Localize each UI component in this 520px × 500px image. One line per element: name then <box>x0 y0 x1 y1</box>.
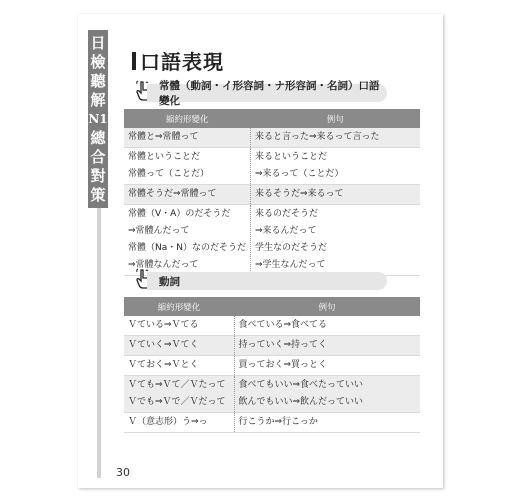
contraction-cell <box>124 148 250 185</box>
table-row <box>124 356 420 376</box>
example-cell <box>234 316 420 336</box>
contraction-text: 常體（V・A）のだそうだ <box>128 209 231 219</box>
example-text: 来るそうだ⇒来るって <box>254 189 344 199</box>
contraction-cell <box>124 128 250 148</box>
contraction-cell <box>124 185 250 205</box>
contraction-text: 常體って（ことだ） <box>128 169 210 179</box>
plain-form-table <box>124 109 420 276</box>
title-marker <box>132 52 136 70</box>
page-number: 30 <box>116 466 130 479</box>
table-row <box>124 128 420 148</box>
page-title: 口語表現 <box>140 50 224 74</box>
contraction-text: 常體そうだ⇒常體って <box>128 189 217 199</box>
col-header-example: 例句 <box>250 109 420 128</box>
table-row <box>124 413 420 433</box>
side-tab-char: N1 <box>88 112 108 126</box>
table-header-row <box>124 297 420 316</box>
side-tab-char: 檢 <box>90 53 106 71</box>
contraction-text: Ｖている⇒Ｖてる <box>128 320 199 330</box>
example-cell <box>250 128 420 148</box>
contraction-text: 常體と⇒常體って <box>128 132 199 142</box>
contraction-cell <box>124 413 234 433</box>
table-row <box>124 336 420 356</box>
example-cell <box>250 185 420 205</box>
table-row <box>124 205 420 276</box>
example-text: 飲んでもいい⇒飲んだっていい <box>238 397 364 407</box>
contraction-cell <box>124 316 234 336</box>
example-cell <box>250 148 420 185</box>
side-tab-char: 解 <box>90 91 106 109</box>
section-header-verbs: 動詞 <box>147 272 387 290</box>
col-header-contraction: 縮約形變化 <box>124 297 234 316</box>
example-cell <box>234 376 420 413</box>
example-text: 来るのだそうだ <box>254 209 318 219</box>
example-text: ⇒学生なんだって <box>254 260 326 270</box>
example-cell <box>234 413 420 433</box>
side-tab-char: 日 <box>90 34 106 52</box>
contraction-text: Ｖでも⇒Ｖで／Ｖだって <box>128 397 226 407</box>
contraction-text: 常體（Na・N）なのだそうだ <box>128 243 246 253</box>
table-header-row <box>124 109 420 128</box>
side-tab-char: 聽 <box>90 72 106 90</box>
example-text: 行こうか⇒行こっか <box>238 417 318 427</box>
col-header-contraction: 縮約形變化 <box>124 109 250 128</box>
table-row <box>124 376 420 413</box>
example-text: 来るということだ <box>254 152 327 162</box>
example-text: ⇒来るって（ことだ） <box>254 169 344 179</box>
side-tab-char: 合 <box>90 148 106 166</box>
contraction-cell <box>124 356 234 376</box>
example-text: 学生なのだそうだ <box>254 243 327 253</box>
side-tab-char: 策 <box>90 186 106 204</box>
example-text: 持っていく⇒持ってく <box>238 340 328 350</box>
contraction-text: ⇒常體なんだって <box>128 260 199 270</box>
example-text: ⇒来るんだって <box>254 226 317 236</box>
side-tab-char: 總 <box>90 129 106 147</box>
example-text: 来ると言った⇒来るって言った <box>254 132 380 142</box>
contraction-text: Ｖても⇒Ｖて／Ｖたって <box>128 380 226 390</box>
chapter-side-tab <box>88 30 108 208</box>
verb-table <box>124 297 420 433</box>
contraction-text: 常體ということだ <box>128 152 201 162</box>
contraction-text: Ｖ（意志形）う⇒っ <box>128 417 208 427</box>
side-tab-char: 對 <box>90 167 106 185</box>
contraction-text: ⇒常體んだって <box>128 226 190 236</box>
table-row <box>124 148 420 185</box>
side-rule <box>97 208 101 478</box>
contraction-cell <box>124 336 234 356</box>
example-cell <box>234 356 420 376</box>
example-text: 食べてもいい⇒食べたっていい <box>238 380 364 390</box>
example-text: 買っておく⇒買っとく <box>238 360 328 370</box>
example-text: 食べている⇒食べてる <box>238 320 328 330</box>
table-row <box>124 316 420 336</box>
contraction-cell <box>124 376 234 413</box>
contraction-text: Ｖておく⇒Ｖとく <box>128 360 199 370</box>
contraction-text: Ｖていく⇒Ｖてく <box>128 340 199 350</box>
table-row <box>124 185 420 205</box>
example-cell <box>250 205 420 276</box>
example-cell <box>234 336 420 356</box>
contraction-cell <box>124 205 250 276</box>
col-header-example: 例句 <box>234 297 420 316</box>
section-header-plain-form: 常體（動詞・イ形容詞・ナ形容詞・名詞）口語變化 <box>147 84 387 102</box>
